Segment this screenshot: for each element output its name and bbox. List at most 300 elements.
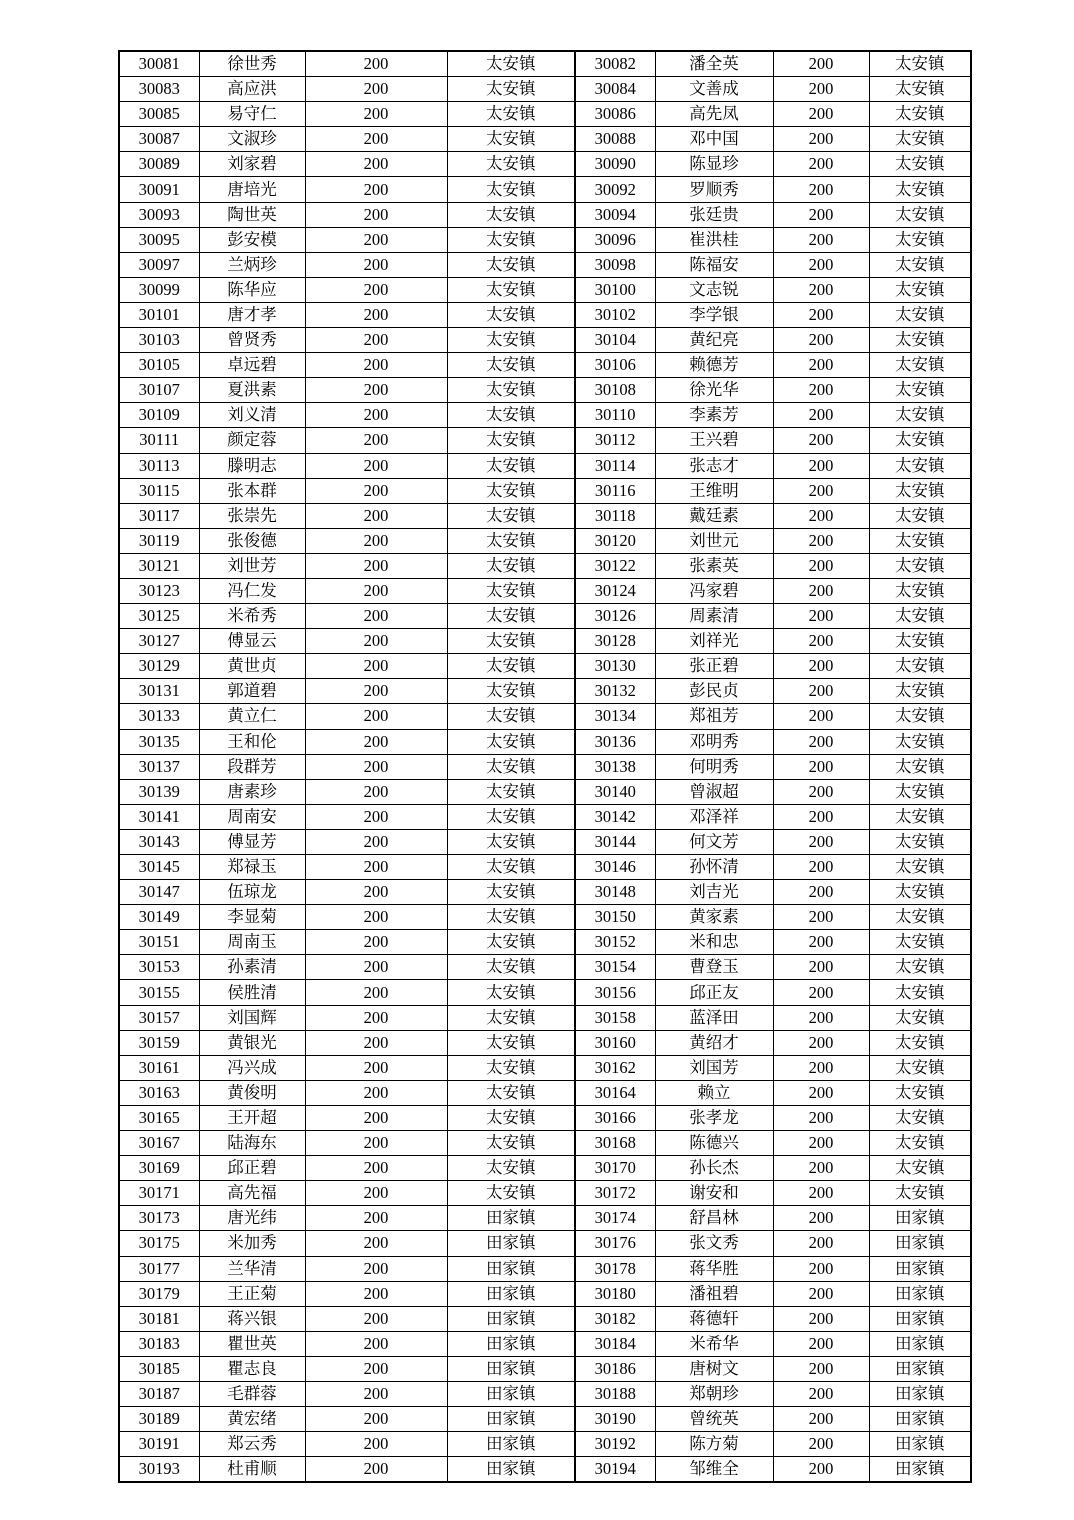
town-cell: 太安镇 bbox=[447, 127, 575, 152]
table-row bbox=[119, 955, 971, 980]
record-id-cell: 30084 bbox=[575, 77, 655, 102]
town-cell: 太安镇 bbox=[447, 729, 575, 754]
town-cell: 太安镇 bbox=[447, 1156, 575, 1181]
town-cell: 太安镇 bbox=[447, 403, 575, 428]
person-name-cell: 高先福 bbox=[199, 1181, 305, 1206]
amount-cell: 200 bbox=[305, 302, 447, 327]
person-name-cell: 张素英 bbox=[655, 553, 773, 578]
person-name-cell: 曹登玉 bbox=[655, 955, 773, 980]
record-id-cell: 30124 bbox=[575, 578, 655, 603]
amount-cell: 200 bbox=[773, 1281, 869, 1306]
town-cell: 太安镇 bbox=[447, 704, 575, 729]
table-row bbox=[119, 1281, 971, 1306]
record-id-cell: 30175 bbox=[119, 1231, 199, 1256]
town-cell: 田家镇 bbox=[869, 1331, 971, 1356]
record-id-cell: 30170 bbox=[575, 1156, 655, 1181]
amount-cell: 200 bbox=[773, 528, 869, 553]
amount-cell: 200 bbox=[773, 1331, 869, 1356]
town-cell: 太安镇 bbox=[869, 428, 971, 453]
record-id-cell: 30137 bbox=[119, 754, 199, 779]
record-id-cell: 30082 bbox=[575, 51, 655, 77]
town-cell: 太安镇 bbox=[447, 654, 575, 679]
record-id-cell: 30087 bbox=[119, 127, 199, 152]
record-id-cell: 30148 bbox=[575, 880, 655, 905]
record-id-cell: 30191 bbox=[119, 1432, 199, 1457]
record-id-cell: 30097 bbox=[119, 252, 199, 277]
record-id-cell: 30154 bbox=[575, 955, 655, 980]
town-cell: 太安镇 bbox=[447, 779, 575, 804]
town-cell: 太安镇 bbox=[869, 804, 971, 829]
person-name-cell: 郭道碧 bbox=[199, 679, 305, 704]
town-cell: 太安镇 bbox=[869, 177, 971, 202]
town-cell: 太安镇 bbox=[447, 604, 575, 629]
amount-cell: 200 bbox=[773, 478, 869, 503]
town-cell: 太安镇 bbox=[447, 629, 575, 654]
record-id-cell: 30147 bbox=[119, 880, 199, 905]
record-id-cell: 30130 bbox=[575, 654, 655, 679]
table-row bbox=[119, 102, 971, 127]
amount-cell: 200 bbox=[305, 1407, 447, 1432]
person-name-cell: 李学银 bbox=[655, 302, 773, 327]
amount-cell: 200 bbox=[305, 177, 447, 202]
person-name-cell: 孙怀清 bbox=[655, 855, 773, 880]
table-row bbox=[119, 980, 971, 1005]
amount-cell: 200 bbox=[773, 51, 869, 77]
town-cell: 太安镇 bbox=[447, 378, 575, 403]
person-name-cell: 段群芳 bbox=[199, 754, 305, 779]
amount-cell: 200 bbox=[773, 202, 869, 227]
amount-cell: 200 bbox=[305, 1055, 447, 1080]
person-name-cell: 黄纪亮 bbox=[655, 328, 773, 353]
town-cell: 太安镇 bbox=[447, 177, 575, 202]
town-cell: 田家镇 bbox=[869, 1381, 971, 1406]
amount-cell: 200 bbox=[773, 1256, 869, 1281]
record-id-cell: 30139 bbox=[119, 779, 199, 804]
person-name-cell: 王兴碧 bbox=[655, 428, 773, 453]
town-cell: 田家镇 bbox=[869, 1356, 971, 1381]
amount-cell: 200 bbox=[305, 503, 447, 528]
person-name-cell: 罗顺秀 bbox=[655, 177, 773, 202]
table-row bbox=[119, 528, 971, 553]
record-id-cell: 30180 bbox=[575, 1281, 655, 1306]
person-name-cell: 周南安 bbox=[199, 804, 305, 829]
amount-cell: 200 bbox=[773, 905, 869, 930]
town-cell: 太安镇 bbox=[447, 829, 575, 854]
table-row bbox=[119, 202, 971, 227]
record-id-cell: 30152 bbox=[575, 930, 655, 955]
record-id-cell: 30088 bbox=[575, 127, 655, 152]
record-id-cell: 30156 bbox=[575, 980, 655, 1005]
amount-cell: 200 bbox=[305, 880, 447, 905]
table-row bbox=[119, 629, 971, 654]
town-cell: 太安镇 bbox=[447, 277, 575, 302]
town-cell: 太安镇 bbox=[447, 252, 575, 277]
town-cell: 田家镇 bbox=[869, 1231, 971, 1256]
town-cell: 田家镇 bbox=[869, 1407, 971, 1432]
record-id-cell: 30132 bbox=[575, 679, 655, 704]
person-name-cell: 孙素清 bbox=[199, 955, 305, 980]
record-id-cell: 30157 bbox=[119, 1005, 199, 1030]
person-name-cell: 潘全英 bbox=[655, 51, 773, 77]
person-name-cell: 黄世贞 bbox=[199, 654, 305, 679]
town-cell: 太安镇 bbox=[869, 1005, 971, 1030]
table-row bbox=[119, 127, 971, 152]
person-name-cell: 杜甫顺 bbox=[199, 1457, 305, 1483]
person-name-cell: 米希华 bbox=[655, 1331, 773, 1356]
town-cell: 田家镇 bbox=[447, 1256, 575, 1281]
amount-cell: 200 bbox=[305, 1331, 447, 1356]
town-cell: 太安镇 bbox=[869, 51, 971, 77]
person-name-cell: 郑云秀 bbox=[199, 1432, 305, 1457]
record-id-cell: 30171 bbox=[119, 1181, 199, 1206]
person-name-cell: 刘家碧 bbox=[199, 152, 305, 177]
person-name-cell: 兰华清 bbox=[199, 1256, 305, 1281]
table-row bbox=[119, 1432, 971, 1457]
person-name-cell: 孙长杰 bbox=[655, 1156, 773, 1181]
person-name-cell: 陈显珍 bbox=[655, 152, 773, 177]
table-row bbox=[119, 152, 971, 177]
town-cell: 太安镇 bbox=[869, 152, 971, 177]
amount-cell: 200 bbox=[773, 729, 869, 754]
table-row bbox=[119, 177, 971, 202]
record-id-cell: 30113 bbox=[119, 453, 199, 478]
amount-cell: 200 bbox=[773, 252, 869, 277]
record-id-cell: 30102 bbox=[575, 302, 655, 327]
record-id-cell: 30179 bbox=[119, 1281, 199, 1306]
person-name-cell: 陈华应 bbox=[199, 277, 305, 302]
amount-cell: 200 bbox=[305, 403, 447, 428]
amount-cell: 200 bbox=[773, 1131, 869, 1156]
amount-cell: 200 bbox=[305, 804, 447, 829]
person-name-cell: 唐培光 bbox=[199, 177, 305, 202]
town-cell: 太安镇 bbox=[447, 302, 575, 327]
record-id-cell: 30098 bbox=[575, 252, 655, 277]
town-cell: 太安镇 bbox=[869, 880, 971, 905]
amount-cell: 200 bbox=[305, 1005, 447, 1030]
amount-cell: 200 bbox=[305, 1206, 447, 1231]
record-id-cell: 30103 bbox=[119, 328, 199, 353]
table-row bbox=[119, 779, 971, 804]
person-name-cell: 曾淑超 bbox=[655, 779, 773, 804]
person-name-cell: 黄立仁 bbox=[199, 704, 305, 729]
town-cell: 太安镇 bbox=[447, 880, 575, 905]
amount-cell: 200 bbox=[773, 804, 869, 829]
table-row bbox=[119, 1055, 971, 1080]
amount-cell: 200 bbox=[773, 779, 869, 804]
amount-cell: 200 bbox=[305, 77, 447, 102]
record-id-cell: 30159 bbox=[119, 1030, 199, 1055]
person-name-cell: 刘世元 bbox=[655, 528, 773, 553]
amount-cell: 200 bbox=[773, 428, 869, 453]
amount-cell: 200 bbox=[305, 980, 447, 1005]
record-id-cell: 30136 bbox=[575, 729, 655, 754]
person-name-cell: 陶世英 bbox=[199, 202, 305, 227]
town-cell: 太安镇 bbox=[447, 955, 575, 980]
town-cell: 太安镇 bbox=[869, 553, 971, 578]
person-name-cell: 蒋德轩 bbox=[655, 1306, 773, 1331]
town-cell: 太安镇 bbox=[447, 353, 575, 378]
person-name-cell: 谢安和 bbox=[655, 1181, 773, 1206]
table-row bbox=[119, 930, 971, 955]
person-name-cell: 瞿世英 bbox=[199, 1331, 305, 1356]
person-name-cell: 赖德芳 bbox=[655, 353, 773, 378]
table-row bbox=[119, 1131, 971, 1156]
record-id-cell: 30093 bbox=[119, 202, 199, 227]
amount-cell: 200 bbox=[773, 1457, 869, 1483]
person-name-cell: 王维明 bbox=[655, 478, 773, 503]
person-name-cell: 张俊德 bbox=[199, 528, 305, 553]
amount-cell: 200 bbox=[305, 905, 447, 930]
person-name-cell: 冯仁发 bbox=[199, 578, 305, 603]
amount-cell: 200 bbox=[305, 227, 447, 252]
person-name-cell: 卓远碧 bbox=[199, 353, 305, 378]
table-row bbox=[119, 704, 971, 729]
amount-cell: 200 bbox=[773, 1306, 869, 1331]
town-cell: 田家镇 bbox=[447, 1381, 575, 1406]
amount-cell: 200 bbox=[773, 1407, 869, 1432]
person-name-cell: 冯兴成 bbox=[199, 1055, 305, 1080]
town-cell: 太安镇 bbox=[447, 553, 575, 578]
record-id-cell: 30105 bbox=[119, 353, 199, 378]
amount-cell: 200 bbox=[305, 1030, 447, 1055]
record-id-cell: 30176 bbox=[575, 1231, 655, 1256]
town-cell: 太安镇 bbox=[447, 227, 575, 252]
record-id-cell: 30184 bbox=[575, 1331, 655, 1356]
amount-cell: 200 bbox=[305, 1181, 447, 1206]
amount-cell: 200 bbox=[305, 152, 447, 177]
amount-cell: 200 bbox=[305, 754, 447, 779]
record-id-cell: 30160 bbox=[575, 1030, 655, 1055]
table-row bbox=[119, 428, 971, 453]
table-row bbox=[119, 1306, 971, 1331]
town-cell: 太安镇 bbox=[447, 1030, 575, 1055]
amount-cell: 200 bbox=[305, 704, 447, 729]
record-id-cell: 30182 bbox=[575, 1306, 655, 1331]
table-row bbox=[119, 1457, 971, 1483]
record-id-cell: 30092 bbox=[575, 177, 655, 202]
record-id-cell: 30096 bbox=[575, 227, 655, 252]
table-row bbox=[119, 804, 971, 829]
person-name-cell: 侯胜清 bbox=[199, 980, 305, 1005]
amount-cell: 200 bbox=[773, 1381, 869, 1406]
table-row bbox=[119, 905, 971, 930]
town-cell: 太安镇 bbox=[869, 754, 971, 779]
person-name-cell: 伍琼龙 bbox=[199, 880, 305, 905]
amount-cell: 200 bbox=[773, 955, 869, 980]
town-cell: 太安镇 bbox=[869, 378, 971, 403]
record-id-cell: 30140 bbox=[575, 779, 655, 804]
person-name-cell: 黄宏绪 bbox=[199, 1407, 305, 1432]
person-name-cell: 张正碧 bbox=[655, 654, 773, 679]
person-name-cell: 张孝龙 bbox=[655, 1105, 773, 1130]
person-name-cell: 陈方菊 bbox=[655, 1432, 773, 1457]
amount-cell: 200 bbox=[305, 855, 447, 880]
amount-cell: 200 bbox=[773, 829, 869, 854]
town-cell: 太安镇 bbox=[447, 528, 575, 553]
town-cell: 太安镇 bbox=[447, 754, 575, 779]
record-id-cell: 30107 bbox=[119, 378, 199, 403]
table-row bbox=[119, 1231, 971, 1256]
amount-cell: 200 bbox=[773, 1356, 869, 1381]
amount-cell: 200 bbox=[773, 1005, 869, 1030]
amount-cell: 200 bbox=[305, 51, 447, 77]
record-id-cell: 30142 bbox=[575, 804, 655, 829]
table-row bbox=[119, 553, 971, 578]
recipient-table bbox=[118, 50, 972, 1483]
record-id-cell: 30086 bbox=[575, 102, 655, 127]
person-name-cell: 邓中国 bbox=[655, 127, 773, 152]
amount-cell: 200 bbox=[305, 829, 447, 854]
record-id-cell: 30095 bbox=[119, 227, 199, 252]
table-row bbox=[119, 1005, 971, 1030]
record-id-cell: 30104 bbox=[575, 328, 655, 353]
record-id-cell: 30193 bbox=[119, 1457, 199, 1483]
record-id-cell: 30116 bbox=[575, 478, 655, 503]
person-name-cell: 高应洪 bbox=[199, 77, 305, 102]
amount-cell: 200 bbox=[305, 328, 447, 353]
table-row bbox=[119, 754, 971, 779]
amount-cell: 200 bbox=[773, 754, 869, 779]
person-name-cell: 张志才 bbox=[655, 453, 773, 478]
amount-cell: 200 bbox=[773, 654, 869, 679]
town-cell: 太安镇 bbox=[869, 704, 971, 729]
amount-cell: 200 bbox=[305, 202, 447, 227]
table-row bbox=[119, 1030, 971, 1055]
amount-cell: 200 bbox=[305, 1457, 447, 1483]
record-id-cell: 30114 bbox=[575, 453, 655, 478]
person-name-cell: 唐素珍 bbox=[199, 779, 305, 804]
town-cell: 太安镇 bbox=[869, 829, 971, 854]
town-cell: 太安镇 bbox=[869, 1131, 971, 1156]
town-cell: 太安镇 bbox=[869, 654, 971, 679]
town-cell: 田家镇 bbox=[447, 1407, 575, 1432]
person-name-cell: 夏洪素 bbox=[199, 378, 305, 403]
town-cell: 太安镇 bbox=[447, 77, 575, 102]
person-name-cell: 蓝泽田 bbox=[655, 1005, 773, 1030]
record-id-cell: 30186 bbox=[575, 1356, 655, 1381]
town-cell: 太安镇 bbox=[869, 478, 971, 503]
town-cell: 太安镇 bbox=[447, 478, 575, 503]
record-id-cell: 30178 bbox=[575, 1256, 655, 1281]
record-id-cell: 30089 bbox=[119, 152, 199, 177]
person-name-cell: 刘国辉 bbox=[199, 1005, 305, 1030]
amount-cell: 200 bbox=[305, 378, 447, 403]
record-id-cell: 30150 bbox=[575, 905, 655, 930]
table-row bbox=[119, 1080, 971, 1105]
table-row bbox=[119, 679, 971, 704]
amount-cell: 200 bbox=[773, 453, 869, 478]
town-cell: 太安镇 bbox=[447, 1105, 575, 1130]
amount-cell: 200 bbox=[773, 578, 869, 603]
record-id-cell: 30129 bbox=[119, 654, 199, 679]
record-id-cell: 30163 bbox=[119, 1080, 199, 1105]
person-name-cell: 米和忠 bbox=[655, 930, 773, 955]
town-cell: 太安镇 bbox=[447, 930, 575, 955]
person-name-cell: 蒋华胜 bbox=[655, 1256, 773, 1281]
town-cell: 太安镇 bbox=[869, 1105, 971, 1130]
amount-cell: 200 bbox=[305, 679, 447, 704]
person-name-cell: 邹维全 bbox=[655, 1457, 773, 1483]
person-name-cell: 张文秀 bbox=[655, 1231, 773, 1256]
table-row bbox=[119, 855, 971, 880]
table-row bbox=[119, 503, 971, 528]
record-id-cell: 30120 bbox=[575, 528, 655, 553]
table-row bbox=[119, 1105, 971, 1130]
town-cell: 田家镇 bbox=[869, 1432, 971, 1457]
amount-cell: 200 bbox=[305, 629, 447, 654]
person-name-cell: 文志锐 bbox=[655, 277, 773, 302]
person-name-cell: 米希秀 bbox=[199, 604, 305, 629]
amount-cell: 200 bbox=[773, 1432, 869, 1457]
town-cell: 太安镇 bbox=[447, 855, 575, 880]
record-id-cell: 30118 bbox=[575, 503, 655, 528]
amount-cell: 200 bbox=[773, 77, 869, 102]
person-name-cell: 王正菊 bbox=[199, 1281, 305, 1306]
record-id-cell: 30094 bbox=[575, 202, 655, 227]
record-id-cell: 30185 bbox=[119, 1356, 199, 1381]
town-cell: 田家镇 bbox=[869, 1281, 971, 1306]
record-id-cell: 30158 bbox=[575, 1005, 655, 1030]
town-cell: 太安镇 bbox=[869, 127, 971, 152]
record-id-cell: 30145 bbox=[119, 855, 199, 880]
table-row bbox=[119, 1331, 971, 1356]
amount-cell: 200 bbox=[305, 478, 447, 503]
record-id-cell: 30112 bbox=[575, 428, 655, 453]
record-id-cell: 30081 bbox=[119, 51, 199, 77]
record-id-cell: 30162 bbox=[575, 1055, 655, 1080]
town-cell: 太安镇 bbox=[447, 428, 575, 453]
amount-cell: 200 bbox=[773, 227, 869, 252]
person-name-cell: 郑朝珍 bbox=[655, 1381, 773, 1406]
record-id-cell: 30181 bbox=[119, 1306, 199, 1331]
record-id-cell: 30166 bbox=[575, 1105, 655, 1130]
amount-cell: 200 bbox=[305, 779, 447, 804]
person-name-cell: 滕明志 bbox=[199, 453, 305, 478]
amount-cell: 200 bbox=[305, 1080, 447, 1105]
table-row bbox=[119, 1381, 971, 1406]
table-row bbox=[119, 378, 971, 403]
record-id-cell: 30174 bbox=[575, 1206, 655, 1231]
town-cell: 田家镇 bbox=[447, 1432, 575, 1457]
person-name-cell: 黄家素 bbox=[655, 905, 773, 930]
amount-cell: 200 bbox=[773, 930, 869, 955]
town-cell: 太安镇 bbox=[869, 252, 971, 277]
amount-cell: 200 bbox=[773, 177, 869, 202]
amount-cell: 200 bbox=[305, 528, 447, 553]
record-id-cell: 30126 bbox=[575, 604, 655, 629]
amount-cell: 200 bbox=[773, 1030, 869, 1055]
table-row bbox=[119, 252, 971, 277]
town-cell: 太安镇 bbox=[869, 930, 971, 955]
town-cell: 太安镇 bbox=[869, 528, 971, 553]
record-id-cell: 30164 bbox=[575, 1080, 655, 1105]
person-name-cell: 赖立 bbox=[655, 1080, 773, 1105]
person-name-cell: 高先凤 bbox=[655, 102, 773, 127]
town-cell: 太安镇 bbox=[447, 503, 575, 528]
town-cell: 太安镇 bbox=[869, 1181, 971, 1206]
amount-cell: 200 bbox=[305, 1381, 447, 1406]
town-cell: 太安镇 bbox=[869, 353, 971, 378]
town-cell: 太安镇 bbox=[869, 905, 971, 930]
amount-cell: 200 bbox=[773, 378, 869, 403]
town-cell: 太安镇 bbox=[869, 1156, 971, 1181]
record-id-cell: 30110 bbox=[575, 403, 655, 428]
person-name-cell: 刘吉光 bbox=[655, 880, 773, 905]
amount-cell: 200 bbox=[305, 277, 447, 302]
town-cell: 田家镇 bbox=[447, 1306, 575, 1331]
amount-cell: 200 bbox=[305, 729, 447, 754]
record-id-cell: 30109 bbox=[119, 403, 199, 428]
